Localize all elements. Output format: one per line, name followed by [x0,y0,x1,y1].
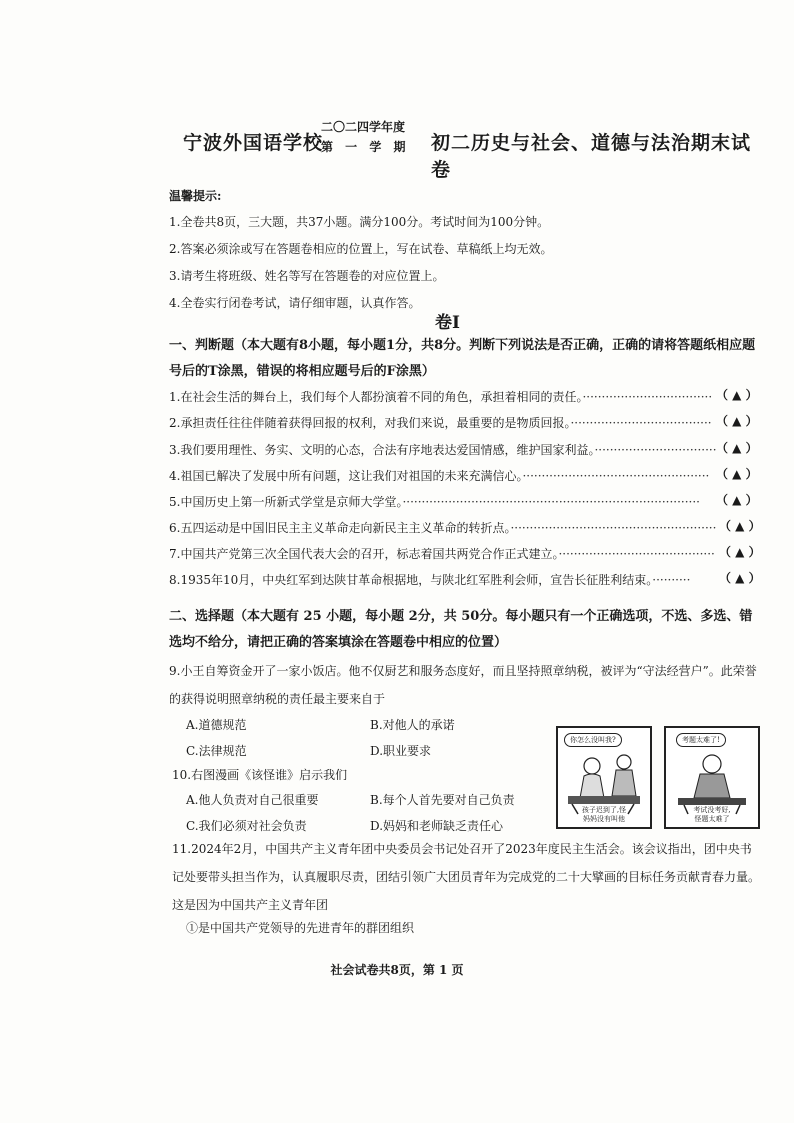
cartoon-caption-right: 考试没考好, 怪题太难了 [693,806,731,823]
page-footer: 社会试卷共8页，第 1 页 [330,963,464,977]
q11-statement-1: ①是中国共产党领导的先进青年的群团组织 [186,921,415,935]
q10-option-d: D.妈妈和老师缺乏责任心 [370,819,504,833]
q10-option-b: B.每个人首先要对自己负责 [370,793,515,807]
section2-heading: 二、选择题（本大题有 25 小题，每小题 2分，共 50分。每小题只有一个正确选项，不选、多选、错选均不给分，请把正确的答案填涂在答题卷中相应的位置） [169,609,753,650]
answer-mark: （ ▲ ） [716,388,758,402]
exam-subject: 初二历史与社会、道德与法治期末试卷 [431,132,752,181]
judge-question-1: 1.在社会生活的舞台上，我们每个人都扮演着不同的角色，承担着相同的责任。·································· [169,390,713,404]
speech-bubble: 考题太难了! [676,733,726,747]
judge-question-3: 3.我们要用理性、务实、文明的心态，合法有序地表达爱国情感，维护国家利益。································ [169,443,717,457]
answer-mark: （ ▲ ） [716,441,758,455]
notice-title: 温馨提示: [169,189,222,203]
question-9-stem: 9.小王自筹资金开了一家小饭店。他不仅厨艺和服务态度好，而且坚持照章纳税，被评为“守法经营户”。此荣誉的获得说明照章纳税的责任最主要来自于 [169,664,757,706]
volume-title: 卷Ⅰ [435,313,460,333]
notice-item: 3.请考生将班级、姓名等写在答题卷的对应位置上。 [169,269,445,283]
judge-question-7: 7.中国共产党第三次全国代表大会的召开，标志着国共两党合作正式建立。········································· [169,547,715,561]
cartoon-who-to-blame [556,726,764,829]
question-11-stem: 11.2024年2月，中国共产主义青年团中央委员会书记处召开了2023年度民主生活会。该会议指出，团中央书记处要带头担当作为，认真履职尽责，团结引领广大团员青年为完成党的二十大擘画的目标任务贡献青春力量。这是因为中国共产主义青年团 [172,842,761,912]
cartoon-panel-right [664,726,760,829]
q10-option-c: C.我们必须对社会负责 [186,819,307,833]
judge-question-4: 4.祖国已解决了发展中所有问题，这让我们对祖国的未来充满信心。················································· [169,469,710,483]
notice-item: 2.答案必须涂或写在答题卷相应的位置上，写在试卷、草稿纸上均无效。 [169,242,553,256]
answer-mark: （ ▲ ） [716,414,758,428]
exam-title [183,118,763,181]
notice-item: 1.全卷共8页，三大题，共37小题。满分100分。考试时间为100分钟。 [169,215,550,229]
semester: 第 一 学 期 [321,140,410,154]
answer-mark: （ ▲ ） [719,545,761,559]
q10-option-a: A.他人负责对自己很重要 [186,793,319,807]
speech-bubble: 你怎么没叫我? [564,733,622,747]
q9-option-b: B.对他人的承诺 [370,718,455,732]
judge-question-2: 2.承担责任往往伴随着获得回报的权利，对我们来说，最重要的是物质回报。····································· [169,416,712,430]
q9-option-c: C.法律规范 [186,744,247,758]
answer-mark: （ ▲ ） [719,571,761,585]
cartoon-panel-left [556,726,652,829]
answer-mark: （ ▲ ） [719,519,761,533]
q9-option-a: A.道德规范 [186,718,247,732]
school-name: 宁波外国语学校 [183,132,324,154]
q9-option-d: D.职业要求 [370,744,432,758]
academic-year: 二〇二四学年度 [321,120,406,134]
judge-question-8: 8.1935年10月，中央红军到达陕甘革命根据地，与陕北红军胜利会师，宣告长征胜利结束。·········· [169,573,691,587]
notice-item: 4.全卷实行闭卷考试，请仔细审题，认真作答。 [169,296,421,310]
answer-mark: （ ▲ ） [716,493,758,507]
answer-mark: （ ▲ ） [716,467,758,481]
judge-question-6: 6.五四运动是中国旧民主主义革命走向新民主主义革命的转折点。······················································ [169,521,717,535]
cartoon-caption-left: 孩子迟到了,怪 妈妈没有叫他 [581,806,627,823]
question-10-stem: 10.右图漫画《该怪谁》启示我们 [172,768,348,782]
section1-heading: 一、判断题（本大题有8小题，每小题1分，共8分。判断下列说法是否正确，正确的请将答题纸相应题号后的T涂黑，错误的将相应题号后的F涂黑） [169,338,756,379]
judge-question-5: 5.中国历史上第一所新式学堂是京师大学堂。·············································································· [169,495,700,509]
